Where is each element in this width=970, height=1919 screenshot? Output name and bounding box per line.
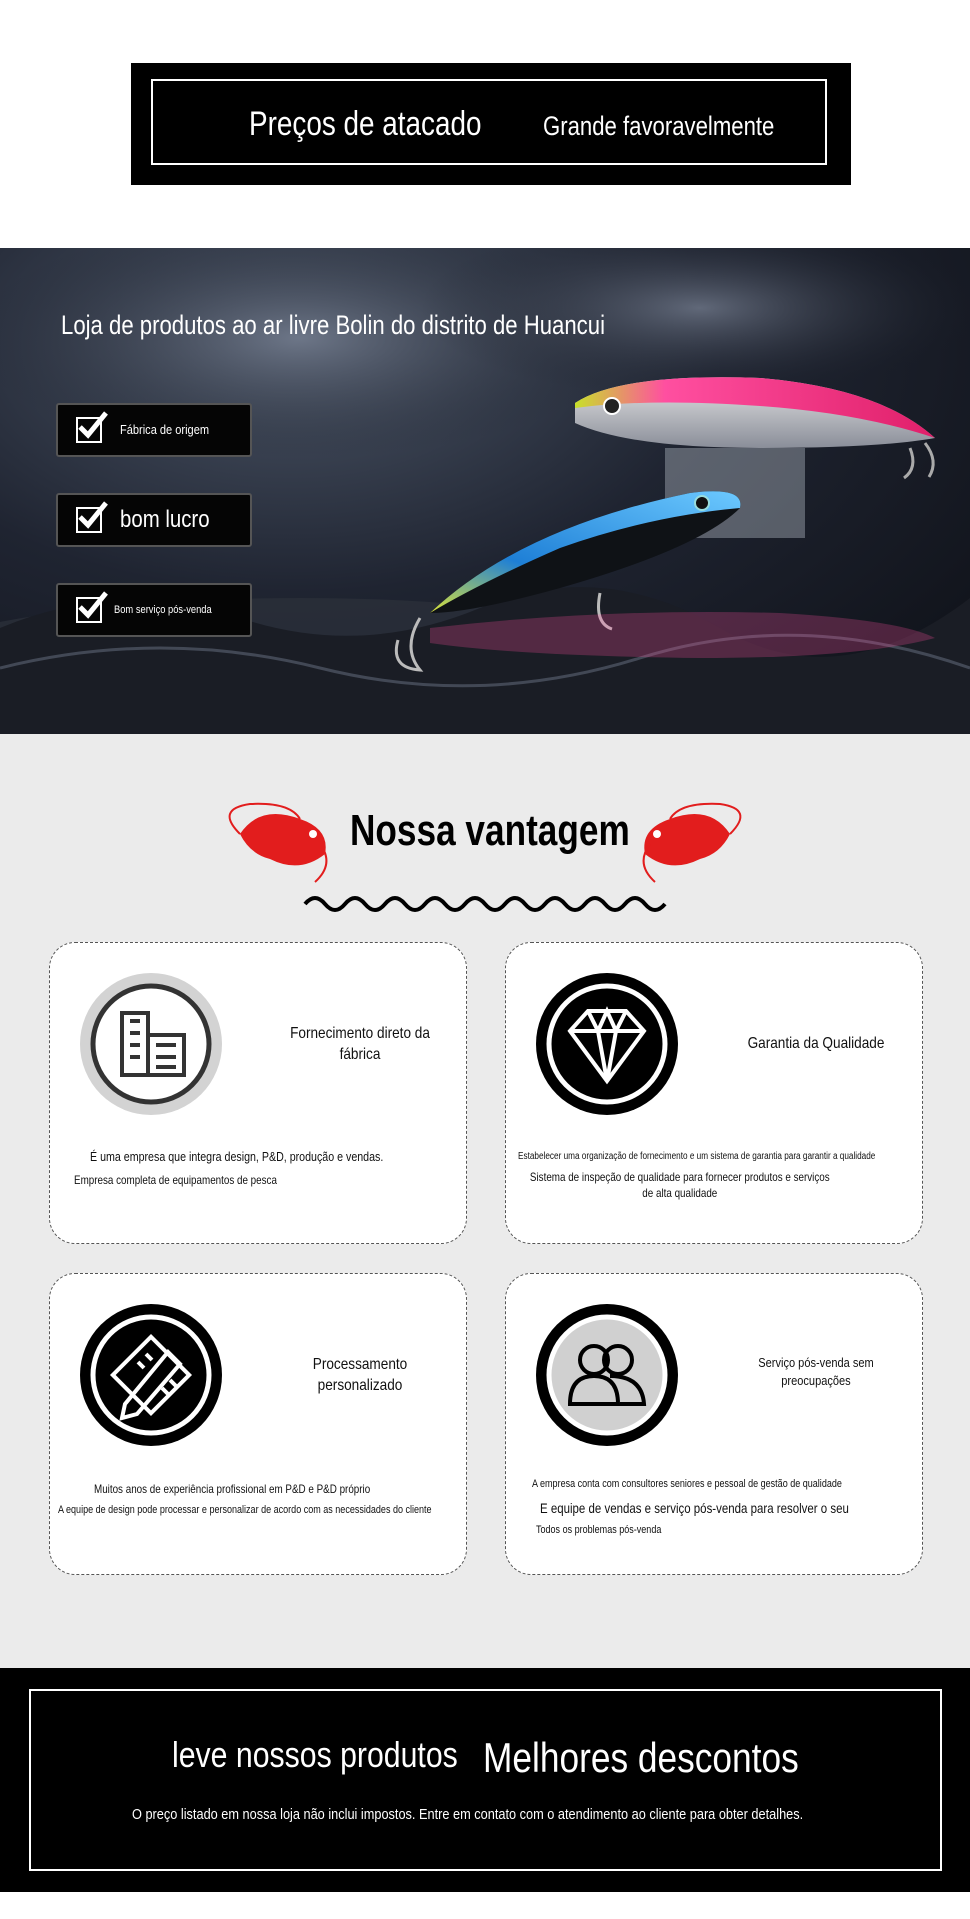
advantage-card-quality — [505, 942, 923, 1244]
card-title: Fornecimento direto da fábrica — [290, 1025, 430, 1063]
card-text-line: Todos os problemas pós-venda — [536, 1524, 662, 1536]
check-icon — [76, 507, 102, 533]
checkbox-after-sales — [56, 583, 252, 637]
price-note: O preço listado em nossa loja não inclui impostos. Entre em contato com o atendimento ao cliente para obter detalhes. — [132, 1806, 804, 1823]
checkbox-good-profit — [56, 493, 252, 547]
best-discounts-text: Melhores descontos — [483, 1734, 799, 1781]
top-banner-frame — [151, 79, 827, 165]
card-text-line: É uma empresa que integra design, P&D, produção e vendas. — [90, 1149, 384, 1164]
advantages-title: Nossa vantagem — [350, 806, 630, 855]
card-title: Serviço pós-venda sem preocupações — [758, 1355, 874, 1388]
hero-title: Loja de produtos ao ar livre Bolin do distrito de Huancui — [61, 310, 605, 340]
card-text-line: E equipe de vendas e serviço pós-venda para resolver o seu — [540, 1500, 849, 1516]
advantage-card-after-sales — [505, 1273, 923, 1575]
check-icon — [76, 597, 102, 623]
card-text-line: Empresa completa de equipamentos de pesca — [74, 1173, 277, 1187]
take-products-text: leve nossos produtos — [172, 1734, 458, 1775]
card-text-line: Estabelecer uma organização de fornecimento e um sistema de garantia para garantir a qualidade — [518, 1151, 876, 1162]
check-label: Bom serviço pós-venda — [114, 604, 212, 616]
hero-banner — [0, 248, 970, 734]
card-text-line: Muitos anos de experiência profissional em P&D e P&D próprio — [94, 1482, 371, 1496]
advantages-section — [0, 734, 970, 1668]
card-title: Processamento personalizado — [312, 1356, 408, 1394]
check-label: Fábrica de origem — [120, 422, 210, 437]
check-label: bom lucro — [120, 506, 210, 533]
red-fish-icon — [644, 804, 741, 882]
design-tools-icon — [80, 1304, 222, 1446]
factory-icon — [80, 973, 222, 1115]
top-banner — [131, 63, 851, 185]
favorable-text: Grande favoravelmente — [543, 111, 775, 141]
card-text-line: A empresa conta com consultores seniores e pessoal de gestão de qualidade — [532, 1478, 842, 1490]
check-icon — [76, 417, 102, 443]
card-title: Garantia da Qualidade — [747, 1035, 885, 1052]
card-text-line: A equipe de design pode processar e personalizar de acordo com as necessidades do cliente — [58, 1504, 432, 1516]
checkbox-factory-origin — [56, 403, 252, 457]
wholesale-price-text: Preços de atacado — [249, 105, 482, 143]
card-text-line: Sistema de inspeção de qualidade para fornecer produtos e serviços de alta qualidade — [529, 1170, 830, 1200]
users-icon — [536, 1304, 678, 1446]
advantage-card-custom — [49, 1273, 467, 1575]
red-fish-icon — [230, 804, 327, 882]
wave-divider — [305, 898, 665, 910]
advantage-card-factory — [49, 942, 467, 1244]
bottom-banner — [0, 1668, 970, 1892]
diamond-icon — [536, 973, 678, 1115]
